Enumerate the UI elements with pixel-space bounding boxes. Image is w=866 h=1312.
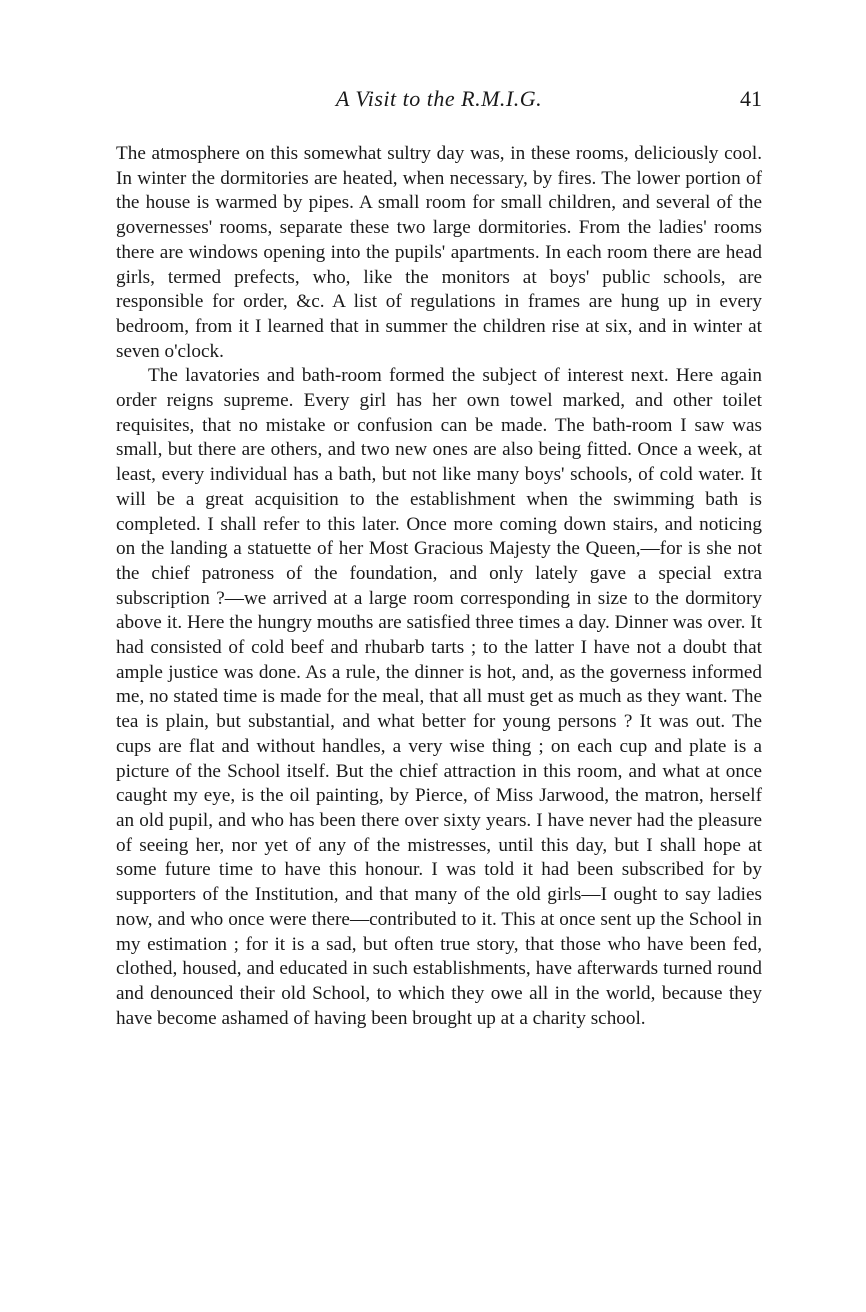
paragraph-2: The lavatories and bath-room formed the subject of interest next. Here again order reigns supreme. Every girl has her own towel marked, and other toilet requisites, that no mistake or confusion can be made. The bath-room I saw was small, but there are others, and two new ones are also being fitted. Once a week, at least, every individual has a bath, but not like many boys' schools, of cold water. It will be a great acquisition to the establishment when the swimming bath is completed. I shall refer to this later. Once more coming down stairs, and noticing on the landing a statuette of her Most Gracious Majesty the Queen,—for is she not the chief patroness of the foundation, and only lately gave a special extra subscription ?—we arrived at a large room corresponding in size to the dormitory above it. Here the hungry mouths are satisfied three times a day. Dinner was over. It had consisted of cold beef and rhubarb tarts ; to the latter I have not a doubt that ample justice was done. As a rule, the dinner is hot, and, as the governess informed me, no stated time is made for the meal, that all must get as much as they want. The tea is plain, but substantial, and what better for young persons ? It was out. The cups are flat and without handles, a very wise thing ; on each cup and plate is a picture of the School itself. But the chief attraction in this room, and what at once caught my eye, is the oil painting, by Pierce, of Miss Jarwood, the matron, herself an old pupil, and who has been there over sixty years. I have never had the pleasure of seeing her, nor yet of any of the mistresses, until this day, but I shall hope at some future time to have this honour. I was told it had been subscribed for by supporters of the Institution, and that many of the old girls—I ought to say ladies now, and who once were there—contributed to it. This at once sent up the School in my estimation ; for it is a sad, but often true story, that those who have been fed, clothed, housed, and educated in such establishments, have afterwards turned round and denounced their old School, to which they owe all in the world, because they have become ashamed of having been brought up at a charity school. [116, 365, 762, 1029]
paragraph-1: The atmosphere on this somewhat sultry day was, in these rooms, deliciously cool. In winter the dormitories are heated, when necessary, by fires. The lower portion of the house is warmed by pipes. A small room for small children, and several of the governesses' rooms, separate these two large dormitories. From the ladies' rooms there are windows opening into the pupils' apartments. In each room there are head girls, termed prefects, who, like the monitors at boys' public schools, are responsible for order, &c. A list of regulations in frames are hung up in every bedroom, from it I learned that in summer the children rise at six, and in winter at seven o'clock. [116, 143, 762, 362]
running-head [116, 86, 762, 120]
page-number: 41 [740, 86, 762, 111]
body-text [116, 142, 762, 1031]
running-title: A Visit to the R.M.I.G. [335, 86, 543, 111]
book-page [116, 86, 762, 1031]
